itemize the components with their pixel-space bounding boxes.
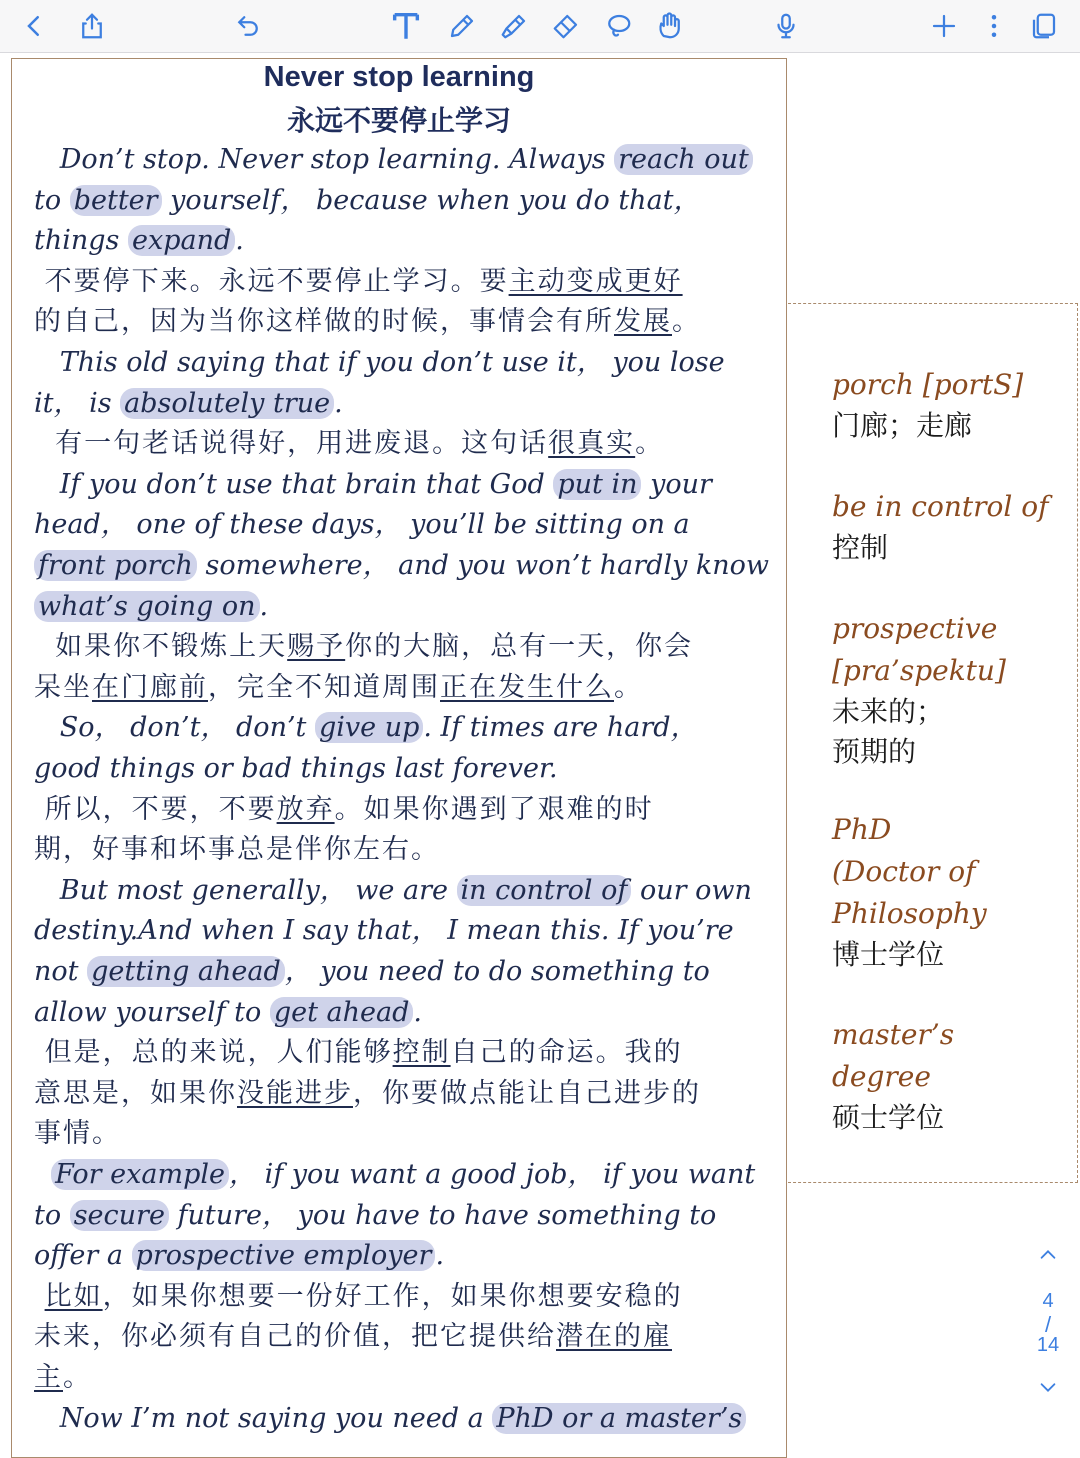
text-line [34, 346, 725, 380]
highlighted-phrase: For example [51, 1159, 229, 1190]
highlighter-icon[interactable] [492, 4, 536, 48]
note-definition: 博士学位 [832, 938, 945, 971]
note-term: porch [portS] [832, 368, 1024, 401]
text-segment: future， you have to have something to [168, 1199, 717, 1231]
microphone-icon[interactable] [764, 4, 808, 48]
text-segment: Don’t stop. Never stop learning. Always [34, 144, 615, 175]
text-segment: ，你要做点能让自己进步的 [353, 1077, 701, 1109]
text-segment: things [34, 225, 128, 257]
text-segment: 不要停下来。永远不要停止学习。要 [34, 265, 509, 297]
text-line [34, 752, 558, 786]
text-tool-icon[interactable] [384, 4, 428, 48]
text-line [34, 508, 690, 542]
text-line [34, 1117, 121, 1151]
text-line [34, 630, 693, 664]
text-line [34, 1077, 701, 1111]
underlined-phrase: 控制 [392, 1037, 451, 1069]
back-icon[interactable] [12, 4, 56, 48]
text-line [34, 996, 422, 1030]
highlighted-phrase: better [70, 185, 162, 216]
text-segment: ，如果你想要一份好工作，如果你想要安稳的 [102, 1280, 683, 1312]
text-segment: somewhere， and you won’t hardly know [196, 550, 770, 581]
underlined-phrase: 在门廊前 [92, 671, 208, 703]
text-segment: So， don’t， don’t [34, 712, 315, 744]
more-icon[interactable] [972, 4, 1016, 48]
note-term: PhD [832, 813, 892, 846]
highlighted-phrase: in control of [457, 875, 632, 906]
text-line [34, 1402, 746, 1436]
note-term: (Doctor of [832, 855, 976, 888]
note-definition: 预期的 [832, 735, 917, 768]
text-segment: 事情。 [34, 1118, 121, 1150]
text-segment [34, 1159, 51, 1190]
note-term: Philosophy [832, 897, 987, 930]
page-down-icon[interactable] [1028, 1376, 1068, 1403]
text-line [34, 305, 701, 339]
note-term: degree [832, 1060, 931, 1093]
text-line [34, 143, 753, 177]
text-line [34, 387, 343, 421]
text-segment: not [34, 956, 88, 987]
text-line [34, 1320, 672, 1354]
text-line [34, 1036, 683, 1070]
text-line [34, 184, 701, 218]
note-term: prospective [832, 612, 998, 645]
highlighted-phrase: PhD or a master’s [492, 1403, 746, 1434]
page-title: Never stop learning [263, 61, 535, 93]
underlined-phrase: 发展 [614, 306, 672, 338]
lasso-icon[interactable] [596, 4, 640, 48]
page-subtitle: 永远不要停止学习 [286, 104, 511, 137]
notebook-page[interactable] [11, 58, 787, 1458]
highlighted-phrase: getting ahead [87, 956, 285, 987]
highlighted-phrase: put in [553, 469, 641, 500]
text-segment: your [641, 468, 712, 500]
highlighted-phrase: reach out [614, 144, 753, 175]
text-segment: 如果你不锻炼上天 [34, 631, 288, 663]
text-segment: 的自己，因为当你这样做的时候，事情会有所 [34, 306, 614, 338]
text-line [34, 671, 643, 705]
text-segment: . [413, 996, 422, 1028]
text-segment: 你的大脑，总有一天，你会 [345, 631, 694, 663]
highlighted-phrase: get ahead [270, 997, 414, 1028]
text-segment: 期，好事和坏事总是伴你左右。 [34, 834, 440, 866]
text-segment: But most generally， we are [34, 874, 457, 906]
text-segment: good things or bad things last forever. [34, 753, 558, 784]
text-line [34, 427, 664, 461]
text-segment: 呆坐 [34, 671, 92, 703]
text-line [34, 1239, 444, 1273]
highlighted-phrase: prospective employer [132, 1240, 436, 1271]
highlighted-phrase: absolutely true [120, 388, 334, 419]
text-segment: 有一句老话说得好，用进废退。这句话 [34, 428, 549, 460]
underlined-phrase: 放弃 [276, 793, 335, 825]
text-line [34, 711, 698, 745]
text-line [34, 549, 769, 583]
add-icon[interactable] [922, 4, 966, 48]
text-line [34, 874, 752, 908]
text-segment: 。 [63, 1362, 92, 1393]
note-term: master’s [832, 1018, 955, 1051]
text-segment: to [34, 1199, 70, 1231]
text-segment: 。 [672, 306, 701, 338]
text-line [34, 468, 712, 502]
text-segment: allow yourself to [34, 996, 270, 1028]
text-segment: ， you need to do something to [284, 956, 710, 987]
page-total: 14 [1036, 1334, 1060, 1356]
text-line [34, 224, 244, 258]
highlighted-phrase: expand [128, 225, 235, 256]
underlined-phrase: 很真实 [548, 428, 636, 460]
text-segment: it， is [34, 387, 121, 419]
text-line [34, 955, 710, 989]
text-segment: ，完全不知道周围 [208, 671, 440, 703]
text-segment: to [34, 184, 70, 216]
highlighted-phrase: give up [315, 712, 423, 743]
text-segment: 意思是，如果你 [34, 1077, 237, 1109]
eraser-icon[interactable] [544, 4, 588, 48]
underlined-phrase: 潜在的雇 [556, 1321, 672, 1353]
text-segment: offer a [34, 1240, 132, 1272]
text-segment: 。如果你遇到了艰难的时 [334, 793, 654, 825]
page-current: 4 [1042, 1290, 1054, 1312]
share-icon[interactable] [70, 4, 114, 48]
text-segment: 。 [614, 671, 643, 703]
underlined-phrase: 主 [34, 1362, 63, 1393]
text-segment: 未来，你必须有自己的价值，把它提供给 [34, 1321, 556, 1353]
underlined-phrase: 主动变成更好 [508, 265, 683, 297]
note-term: be in control of [832, 490, 1049, 523]
text-line [34, 914, 734, 948]
note-definition: 硕士学位 [832, 1101, 945, 1134]
text-line [34, 265, 683, 299]
highlighted-phrase: secure [70, 1200, 169, 1231]
highlighted-phrase: what’s going on [34, 591, 260, 622]
pages-icon[interactable] [1022, 4, 1066, 48]
note-definition: 未来的； [832, 695, 945, 728]
note-definition: 门廊；走廊 [832, 409, 973, 442]
text-line [34, 1361, 92, 1395]
text-segment: 。 [635, 428, 665, 460]
text-segment: yourself， because when you do that， [161, 184, 701, 216]
text-line [34, 1280, 683, 1314]
text-segment: 所以，不要，不要 [34, 793, 277, 825]
text-segment: destiny.And when I say that， I mean this. If you’re [34, 915, 734, 947]
text-segment: . If times are hard， [423, 712, 698, 744]
text-segment: . [334, 387, 343, 419]
page-up-icon[interactable] [1028, 1244, 1068, 1271]
text-segment: 自己的命运。我的 [450, 1037, 683, 1069]
undo-icon[interactable] [226, 4, 270, 48]
underlined-phrase: 比如 [44, 1280, 103, 1312]
text-segment: Now I’m not saying you need a [34, 1402, 493, 1434]
hand-icon[interactable] [648, 4, 692, 48]
text-segment [34, 1281, 45, 1312]
page-separator: / [1044, 1312, 1052, 1337]
text-segment: head， one of these days， you’ll be sitting on a [34, 509, 690, 541]
toolbar [0, 0, 1080, 53]
text-segment: . [235, 225, 244, 257]
text-segment: If you don’t use that brain that God [34, 468, 554, 500]
underlined-phrase: 赐予 [287, 631, 346, 663]
text-line [34, 793, 654, 827]
text-line [34, 1158, 755, 1192]
highlighted-phrase: front porch [34, 550, 197, 581]
underlined-phrase: 正在发生什么 [440, 671, 614, 703]
text-segment: . [435, 1240, 445, 1272]
note-term: [pra’spektu] [832, 654, 1006, 687]
text-segment: 但是，总的来说，人们能够 [34, 1037, 393, 1069]
text-segment: This old saying that if you don’t use it， you lose [34, 347, 725, 378]
text-segment: our own [631, 874, 752, 906]
pen-icon[interactable] [440, 4, 484, 48]
text-segment: ， if you want a good job， if you want [228, 1159, 756, 1190]
text-line [34, 590, 268, 624]
text-segment: . [259, 590, 269, 622]
underlined-phrase: 没能进步 [237, 1077, 353, 1109]
text-line [34, 833, 440, 867]
note-definition: 控制 [832, 531, 889, 564]
text-line [34, 1199, 716, 1233]
